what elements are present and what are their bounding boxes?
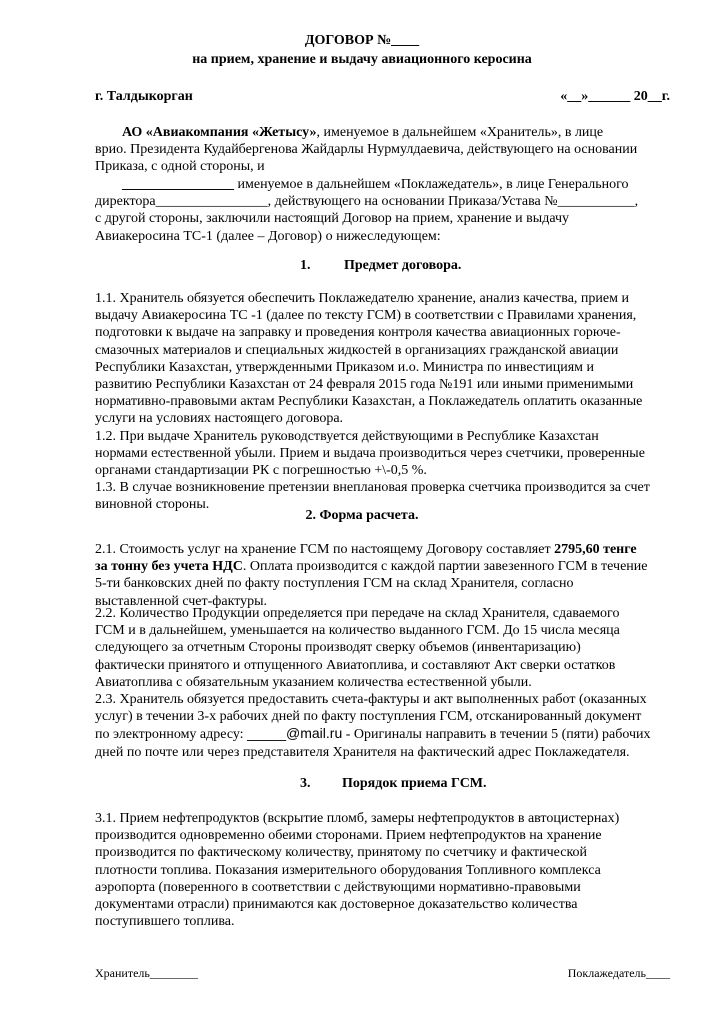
text-line: производится одновременно обеими сторонами. Прием нефтепродуктов на хранение	[95, 828, 602, 844]
company-name: АО «Авиакомпания «Жетысу»	[122, 125, 317, 140]
section-1-title: Предмет договора.	[344, 258, 462, 273]
section-2-paragraph-2	[95, 605, 675, 691]
section-text: - Оригиналы направить в течении 5 (пяти) рабочих	[342, 727, 651, 743]
section-1-body	[95, 290, 675, 514]
section-1-number: 1.	[300, 258, 311, 273]
text-line: подготовки к выдаче на заправку и проведения контроля качества авиационных горюче-	[95, 325, 621, 341]
preamble-text: , именуемое в дальнейшем «Хранитель», в лице	[316, 125, 604, 140]
text-line: ГСМ и в дальнейшем, уменьшается на количество выданного ГСМ. До 15 числа месяца	[95, 623, 620, 639]
section-3-title: Порядок приема ГСМ.	[342, 776, 487, 791]
text-line: органами стандартизации РК с погрешностью +\-0,5 %.	[95, 463, 427, 479]
text-line: развитию Республики Казахстан от 24 февраля 2015 года №191 или иными применимыми	[95, 377, 634, 393]
footer-keeper-signature: Хранитель________	[95, 966, 198, 980]
price-unit: за тонну без учета НДС	[95, 559, 243, 575]
text-line: 3.1. Прием нефтепродуктов (вскрытие пломб, замеры нефтепродуктов в автоцистернах)	[95, 811, 620, 826]
preamble-text: врио. Президента Кудайбергенова Жайдарлы Нурмулдаевича, действующего на основании	[95, 142, 638, 158]
preamble-text: директора________________, действующего на основании Приказа/Устава №___________,	[95, 194, 639, 210]
text-line: 1.1. Хранитель обязуется обеспечить Поклажедателю хранение, анализ качества, прием и	[95, 291, 629, 306]
footer-depositor-signature: Поклажедатель____	[567, 966, 670, 980]
text-line: услуги на условиях настоящего договора.	[95, 411, 344, 427]
contract-date: «__»______ 20__г.	[560, 89, 670, 104]
section-text: . Оплата производится с каждой партии завезенного ГСМ в течение	[242, 559, 648, 575]
price-value: 2795,60 тенге	[554, 542, 637, 557]
section-3-body	[95, 810, 675, 930]
text-line: смазочных материалов и специальных жидкостей в организациях гражданской авиации	[95, 342, 619, 358]
section-text: 5-ти банковских дней по факту поступления ГСМ на склад Хранителя, согласно	[95, 576, 574, 592]
contract-title: ДОГОВОР №____	[304, 33, 420, 48]
section-text: по электронному адресу:	[95, 727, 248, 743]
text-line: 1.2. При выдаче Хранитель руководствуется действующими в Республике Казахстан	[95, 428, 599, 444]
text-line: следующего за отчетным Стороны производят сверку объемов (инвентаризацию)	[95, 640, 581, 656]
preamble-paragraph-2	[95, 176, 670, 245]
section-2-paragraph-3	[95, 691, 675, 761]
text-line: нормами естественной убыли. Прием и выдача производиться через счетчики, проверенные	[95, 445, 645, 461]
section-text: дней по почте или через представителя Хранителя на фактический адрес Поклажедателя.	[95, 744, 630, 760]
section-2-paragraph-1	[95, 541, 675, 610]
section-text: 2.1. Стоимость услуг на хранение ГСМ по настоящему Договору составляет	[95, 542, 555, 557]
text-line: 1.3. В случае возникновение претензии внеплановая проверка счетчика производится за счет	[95, 480, 650, 496]
section-text: 2.3. Хранитель обязуется предоставить счета-фактуры и акт выполненных работ (оказанных	[95, 692, 647, 707]
city: г. Талдыкорган	[95, 89, 193, 104]
section-text: услуг) в течении 3-х рабочих дней по факту поступления ГСМ, отсканированный документ	[95, 709, 642, 725]
section-3-number: 3.	[300, 776, 311, 791]
preamble-text: именуемое в дальнейшем «Поклажедатель», в лице Генерального	[237, 177, 629, 192]
preamble-text: Авиакеросина ТС-1 (далее – Договор) о нижеследующем:	[95, 228, 441, 244]
text-line: нормативно-правовыми актам Республики Казахстан, а Поклажедатель оплатить оказанные	[95, 394, 643, 410]
text-line: производится по фактическому количеству, принятому по счетчику и фактической	[95, 845, 588, 861]
text-line: 2.2. Количество Продукции определяется при передаче на склад Хранителя, сдаваемого	[95, 606, 620, 621]
text-line: фактически принятого и отпущенного Авиатоплива, и составляют Акт сверки остатков	[95, 657, 616, 673]
text-line: Республики Казахстан, утвержденными Приказом и.о. Министра по инвестициям и	[95, 359, 595, 375]
preamble-paragraph-1	[95, 124, 670, 176]
section-2-title: 2. Форма расчета.	[305, 508, 419, 523]
text-line: виновной стороны.	[95, 497, 210, 513]
preamble-text: Приказа, с одной стороны, и	[95, 159, 265, 175]
depositor-name-blank: ________________	[122, 177, 234, 192]
text-line: Авиатоплива с обязательным указанием количества естественной убыли.	[95, 674, 532, 690]
text-line: аэропорта (поверенного в соответствии с действующими нормативно-правовыми	[95, 879, 581, 895]
text-line: поступившего топлива.	[95, 914, 235, 930]
preamble-text: с другой стороны, заключили настоящий Договор на прием, хранение и выдачу	[95, 211, 570, 227]
text-line: плотности топлива. Показания измерительного оборудования Топливного комплекса	[95, 862, 601, 878]
section-text: выставленной счет-фактуры.	[95, 593, 268, 609]
text-line: документами отрасли) принимаются как достоверное доказательство количества	[95, 897, 578, 913]
email-address: _____@mail.ru	[247, 725, 343, 742]
text-line: выдачу Авиакеросина ТС -1 (далее по тексту ГСМ) в соответствии с Правилами хранения,	[95, 308, 637, 324]
contract-subtitle: на прием, хранение и выдачу авиационного керосина	[192, 52, 532, 67]
